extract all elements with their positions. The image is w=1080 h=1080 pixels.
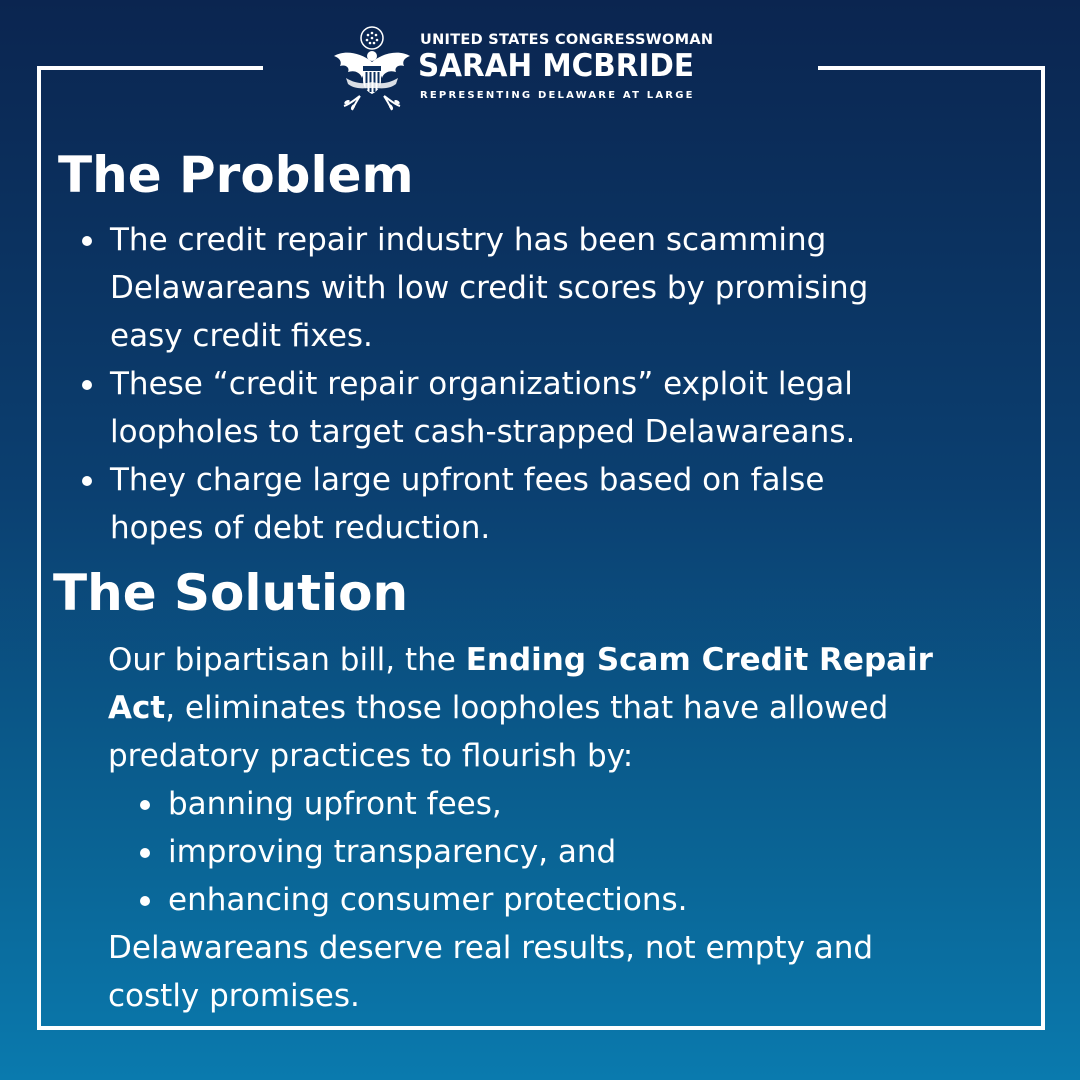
bullet-icon xyxy=(140,800,150,810)
problem-bullet-text: hopes of debt reduction. xyxy=(110,510,491,546)
bullet-icon xyxy=(140,896,150,906)
solution-bullet-3 xyxy=(168,876,933,924)
problem-bullet-3 xyxy=(110,456,868,552)
solution-intro-line-1 xyxy=(108,636,933,684)
solution-bullet-text: enhancing consumer protections. xyxy=(168,882,688,918)
solution-bullet-2 xyxy=(168,828,933,876)
problem-bullet-2 xyxy=(110,360,868,456)
solution-intro-text: Our bipartisan bill, the xyxy=(108,642,466,678)
header-name: SARAH MCBRIDE xyxy=(418,48,694,84)
solution-intro-text: , eliminates those loopholes that have allowed xyxy=(165,690,889,726)
solution-intro-line-2 xyxy=(108,684,933,732)
bullet-icon xyxy=(140,848,150,858)
frame-top-line-left xyxy=(37,66,263,70)
solution-block xyxy=(108,636,933,1020)
solution-bullet-text: banning upfront fees, xyxy=(168,786,502,822)
bill-name: Ending Scam Credit Repair xyxy=(465,642,933,678)
problem-bullet-text: Delawareans with low credit scores by promising xyxy=(110,270,869,306)
problem-bullet-text: They charge large upfront fees based on false xyxy=(110,462,825,498)
bill-name-end: Act xyxy=(108,690,166,726)
closing-text: costly promises. xyxy=(108,978,360,1014)
solution-list xyxy=(108,780,933,924)
solution-intro-line-3: predatory practices to flourish by: xyxy=(108,738,634,774)
bullet-icon xyxy=(82,236,92,246)
bullet-icon xyxy=(82,380,92,390)
closing-text: Delawareans deserve real results, not empty and xyxy=(108,930,874,966)
congressional-seal-icon xyxy=(330,22,414,114)
problem-bullet-text: loopholes to target cash-strapped Delawareans. xyxy=(110,414,856,450)
solution-bullet-1 xyxy=(168,780,933,828)
solution-heading: The Solution xyxy=(53,564,409,622)
solution-bullet-text: improving transparency, and xyxy=(168,834,617,870)
frame-top-line-right xyxy=(818,66,1045,70)
problem-list xyxy=(110,216,868,552)
header-subtitle: REPRESENTING DELAWARE AT LARGE xyxy=(420,90,695,101)
problem-bullet-text: The credit repair industry has been scamming xyxy=(110,222,827,258)
problem-bullet-text: easy credit fixes. xyxy=(110,318,373,354)
problem-bullet-text: These “credit repair organizations” exploit legal xyxy=(110,366,853,402)
bullet-icon xyxy=(82,476,92,486)
problem-bullet-1 xyxy=(110,216,868,360)
problem-heading: The Problem xyxy=(58,146,414,204)
header xyxy=(330,22,760,114)
header-title-line: UNITED STATES CONGRESSWOMAN xyxy=(420,32,714,48)
